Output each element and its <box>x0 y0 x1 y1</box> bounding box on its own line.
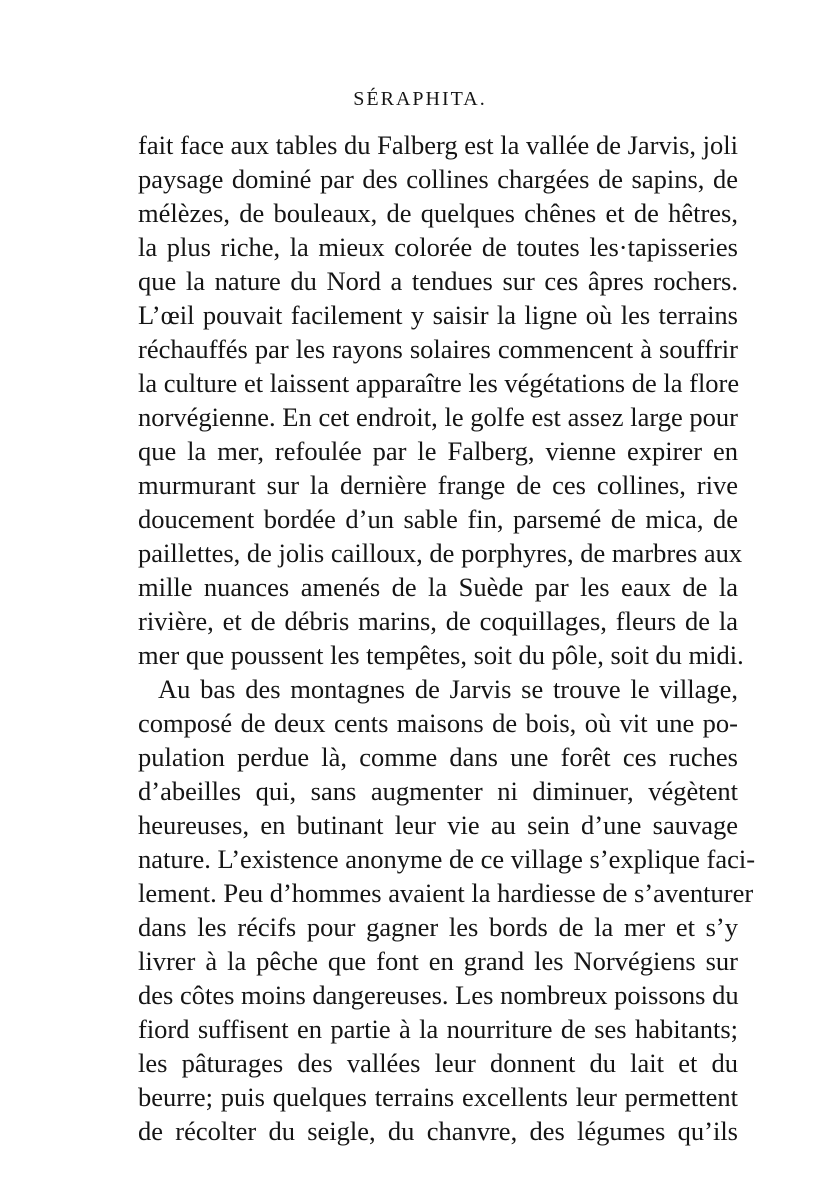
text-line: mille nuances amenés de la Suède par les eaux de la <box>138 572 738 602</box>
text-line: d’abeilles qui, sans augmenter ni diminuer, végètent <box>138 776 738 806</box>
text-line: beurre; puis quelques terrains excellents leur permettent <box>138 1082 738 1112</box>
text-line: de récolter du seigle, du chanvre, des légumes qu’ils <box>138 1116 738 1146</box>
body-text <box>138 128 756 1148</box>
running-title: SÉRAPHITA. <box>353 88 487 110</box>
text-line: réchauffés par les rayons solaires commencent à souffrir <box>138 334 738 364</box>
text-line: la plus riche, la mieux colorée de toutes les·tapisseries <box>138 232 738 262</box>
text-line: heureuses, en butinant leur vie au sein d’une sauvage <box>138 810 738 840</box>
text-line: paysage dominé par des collines chargées de sapins, de <box>138 164 738 194</box>
text-line: pulation perdue là, comme dans une forêt ces ruches <box>138 742 738 772</box>
text-line: doucement bordée d’un sable fin, parsemé de mica, de <box>138 504 738 534</box>
text-line: que la nature du Nord a tendues sur ces âpres rochers. <box>138 266 738 296</box>
paragraph-last-line: mer que poussent les tempêtes, soit du pôle, soit du midi. <box>138 640 744 670</box>
text-line: paillettes, de jolis cailloux, de porphyres, de marbres aux <box>138 538 743 568</box>
text-line: que la mer, refoulée par le Falberg, vienne expirer en <box>138 436 738 466</box>
text-line: murmurant sur la dernière frange de ces collines, rive <box>138 470 738 500</box>
text-line: L’œil pouvait facilement y saisir la ligne où les terrains <box>138 300 738 330</box>
text-line: composé de deux cents maisons de bois, où vit une po- <box>138 708 738 738</box>
text-line: livrer à la pêche que font en grand les Norvégiens sur <box>138 946 738 976</box>
text-line: des côtes moins dangereuses. Les nombreux poissons du <box>138 980 739 1010</box>
text-line: fiord suffisent en partie à la nourriture de ses habitants; <box>138 1014 738 1044</box>
text-line: dans les récifs pour gagner les bords de la mer et s’y <box>138 912 738 942</box>
paragraph-first-line: Au bas des montagnes de Jarvis se trouve le village, <box>158 674 738 704</box>
text-line: la culture et laissent apparaître les végétations de la flore <box>138 368 740 398</box>
text-line: mélèzes, de bouleaux, de quelques chênes et de hêtres, <box>138 198 738 228</box>
text-line: norvégienne. En cet endroit, le golfe est assez large pour <box>138 402 738 432</box>
text-line: nature. L’existence anonyme de ce village s’explique faci- <box>138 844 756 874</box>
text-line: lement. Peu d’hommes avaient la hardiesse de s’aventurer <box>138 878 754 908</box>
text-line: fait face aux tables du Falberg est la vallée de Jarvis, joli <box>138 130 738 160</box>
text-line: rivière, et de débris marins, de coquillages, fleurs de la <box>138 606 738 636</box>
text-line: les pâturages des vallées leur donnent du lait et du <box>138 1048 738 1078</box>
